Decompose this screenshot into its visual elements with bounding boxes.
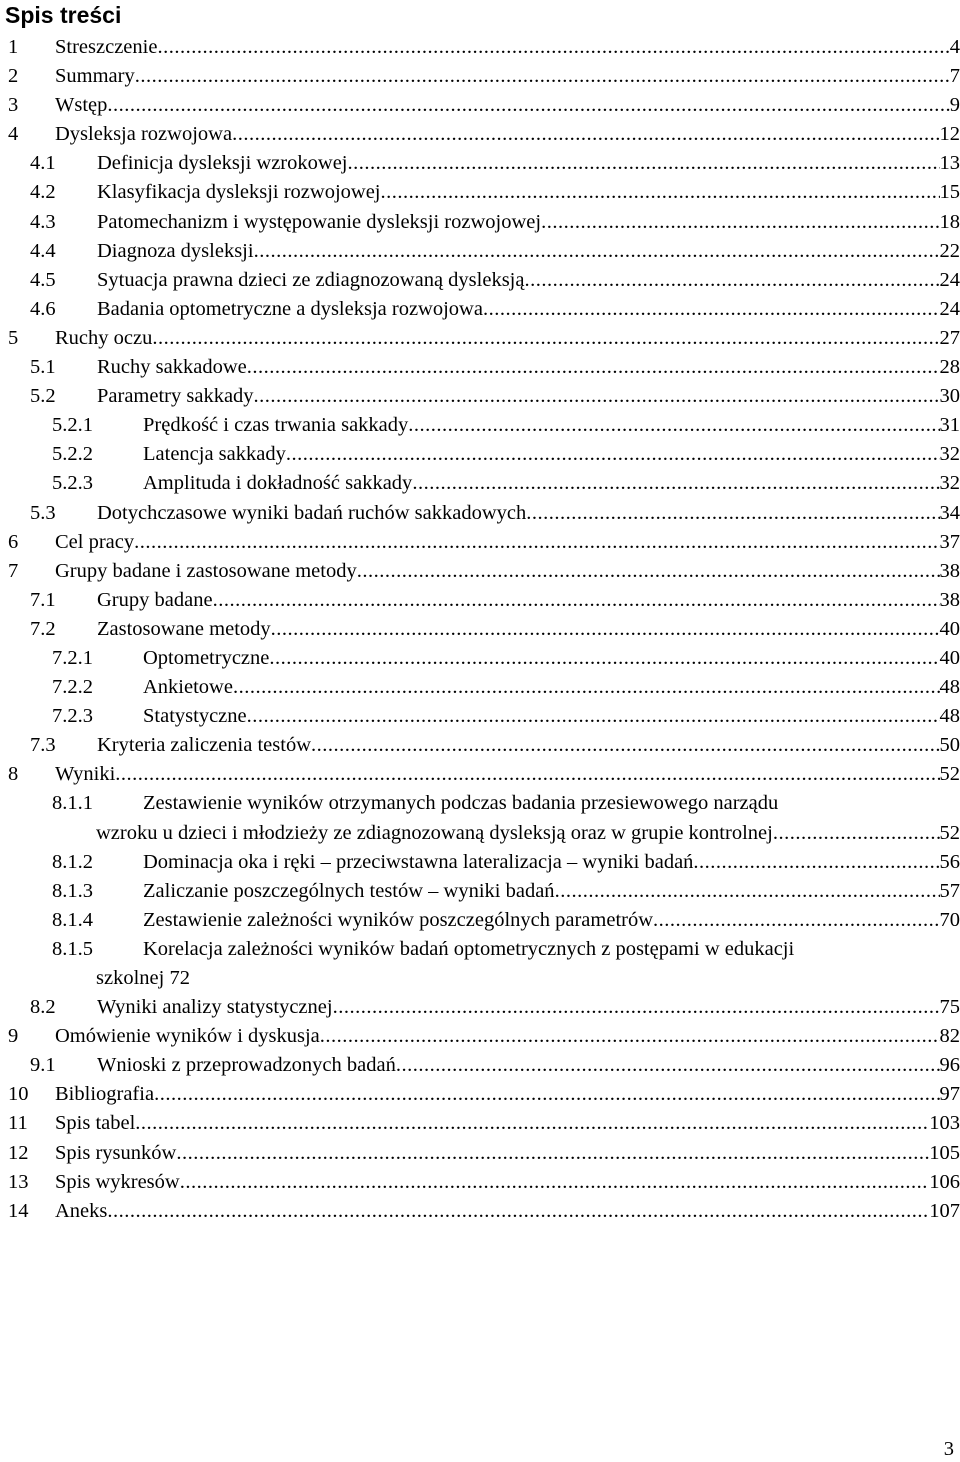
toc-entry-line [143,644,960,673]
toc-entry-page: 103 [929,1112,960,1135]
toc-entry-line [55,1109,960,1138]
toc-entry-number: 2 [8,65,19,88]
toc-entry-title: Ruchy oczu [55,326,153,349]
dot-leader [381,178,940,207]
toc-entry-line [96,789,960,844]
toc-entry-page: 9 [949,94,960,117]
dot-leader [408,411,939,440]
dot-leader [247,353,940,382]
toc-entry-page: 106 [929,1170,960,1193]
toc-entry-page: 24 [939,268,960,291]
toc-entry[interactable] [0,1197,960,1226]
dot-leader [347,149,939,178]
toc-entry-line [55,324,960,353]
toc-entry-page: 70 [939,908,960,931]
toc-entry[interactable] [0,149,960,178]
dot-leader [134,528,939,557]
toc-entry-number: 8.1.2 [52,850,93,873]
toc-entry-number: 5.1 [30,356,56,379]
toc-entry-page: 34 [939,501,960,524]
toc-entry-number: 5.2.3 [52,472,93,495]
toc-entry-line [143,411,960,440]
dot-leader [176,1139,929,1168]
toc-entry-page: 7 [949,65,960,88]
toc-entry-line [143,440,960,469]
toc-entry-page: 27 [939,326,960,349]
toc-entry[interactable] [0,1080,960,1109]
toc-entry[interactable] [0,33,960,62]
toc-entry-title: Dominacja oka i ręki – przeciwstawna lateralizacja – wyniki badań [143,850,694,873]
dot-leader [524,266,939,295]
toc-entry[interactable] [0,644,960,673]
toc-entry-number: 4.2 [30,181,56,204]
toc-entry-number: 5.3 [30,501,56,524]
toc-entry-title: Optometryczne [143,646,270,669]
toc-entry-title: Cel pracy [55,530,135,553]
toc-entry-page: 107 [929,1199,960,1222]
toc-entry-page: 48 [939,676,960,699]
toc-entry-title: Dotychczasowe wyniki badań ruchów sakkadowych [97,501,527,524]
toc-entry-page: 12 [939,123,960,146]
toc-entry[interactable] [0,120,960,149]
toc-entry[interactable] [0,91,960,120]
dot-leader [213,586,940,615]
toc-entry-line [55,528,960,557]
toc-entry-title: Kryteria zaliczenia testów [97,734,311,757]
toc-entry-number: 7.2.2 [52,676,93,699]
toc-entry-number: 5.2 [30,385,56,408]
toc-entry[interactable] [0,731,960,760]
toc-entry-page: 28 [939,356,960,379]
dot-leader [247,702,940,731]
toc-entry[interactable] [0,1022,960,1051]
toc-entry-title: Grupy badane [97,588,213,611]
toc-entry-number: 8.1.4 [52,908,93,931]
toc-entry-line [143,877,960,906]
toc-entry[interactable] [0,440,960,469]
toc-entry[interactable] [0,1109,960,1138]
toc-entry-line [97,1051,960,1080]
dot-leader [254,382,940,411]
dot-leader [107,91,949,120]
toc-entry-page: 13 [939,152,960,175]
toc-entry-title: Summary [55,65,135,88]
page-number: 3 [943,1438,954,1460]
dot-leader [233,673,940,702]
toc-entry-page: 56 [939,850,960,873]
toc-entry-number: 6 [8,530,19,553]
toc-entry-page: 37 [939,530,960,553]
toc-entry[interactable] [0,499,960,528]
toc-entry-number: 5.2.2 [52,443,93,466]
toc-entry[interactable] [0,673,960,702]
toc-entry-page: 30 [939,385,960,408]
toc-entry[interactable] [0,382,960,411]
toc-entry[interactable] [0,295,960,324]
toc-entry-title: Definicja dysleksji wzrokowej [97,152,348,175]
toc-entry-page: 15 [939,181,960,204]
dot-leader [412,469,939,498]
toc-entry-page: 38 [939,559,960,582]
toc-entry-title: Sytuacja prawna dzieci ze zdiagnozowaną dysleksją [97,268,525,291]
toc-entry-line [97,731,960,760]
toc-entry[interactable] [0,789,960,847]
dot-leader [254,237,940,266]
toc-entry-page: 22 [939,239,960,262]
toc-entry-page: 96 [939,1054,960,1077]
toc-entry-title: Patomechanizm i występowanie dysleksji rozwojowej [97,210,542,233]
toc-entry-number: 11 [8,1112,28,1135]
toc-entry-number: 4.1 [30,152,56,175]
dot-leader [135,62,950,91]
toc-entry-number: 4.4 [30,239,56,262]
toc-entry-page: 24 [939,297,960,320]
toc-entry-page: 32 [939,443,960,466]
toc-entry[interactable] [0,324,960,353]
toc-entry-number: 8.1.5 [52,937,93,960]
toc-entry-title: Zestawienie wyników otrzymanych podczas badania przesiewowego narządu [143,792,779,815]
toc-entry-line [97,382,960,411]
toc-entry-number: 4 [8,123,19,146]
toc-entry-page: 38 [939,588,960,611]
toc-entry-continuation [96,964,190,993]
toc-entry-page: 82 [939,1025,960,1048]
dot-leader [271,615,940,644]
toc-entry-line [143,848,960,877]
toc-entry[interactable] [0,62,960,91]
toc-entry-number: 7.2.1 [52,646,93,669]
dot-leader [135,1109,929,1138]
toc-entry-page: 18 [939,210,960,233]
toc-entry[interactable] [0,353,960,382]
toc-entry[interactable] [0,877,960,906]
toc-entry[interactable] [0,702,960,731]
table-of-contents [0,33,960,1226]
toc-entry-number: 8.1.1 [52,792,93,815]
toc-entry[interactable] [0,1168,960,1197]
toc-entry-line [55,1022,960,1051]
dot-leader [286,440,940,469]
toc-entry-title: Amplituda i dokładność sakkady [143,472,413,495]
toc-entry-number: 4.5 [30,268,56,291]
toc-entry-continuation [96,819,960,848]
toc-entry-page: 75 [939,996,960,1019]
toc-entry-number: 8.1.3 [52,879,93,902]
toc-entry-title: Zastosowane metody [97,617,271,640]
toc-entry-line [55,760,960,789]
dot-leader [157,33,949,62]
toc-entry-number: 5 [8,326,19,349]
toc-entry-number: 7.2 [30,617,56,640]
toc-entry[interactable] [0,1051,960,1080]
toc-entry-title: Parametry sakkady [97,385,254,408]
dot-leader [152,324,939,353]
toc-entry-number: 10 [8,1083,29,1106]
toc-entry-line [55,91,960,120]
toc-entry[interactable] [0,615,960,644]
toc-entry-number: 1 [8,36,19,58]
toc-entry-line [143,469,960,498]
toc-entry-line [55,120,960,149]
toc-entry-number: 7.1 [30,588,56,611]
toc-entry-number: 8 [8,763,19,786]
toc-entry-title: Badania optometryczne a dysleksja rozwojowa [97,297,483,320]
toc-entry-number: 7.3 [30,734,56,757]
dot-leader [526,499,939,528]
toc-entry-line [97,208,960,237]
toc-entry-title: Spis wykresów [55,1170,180,1193]
dot-leader [555,877,940,906]
toc-entry-title: Ankietowe [143,676,233,699]
toc-entry-title: Diagnoza dysleksji [97,239,254,262]
toc-entry-number: 4.3 [30,210,56,233]
toc-entry[interactable] [0,411,960,440]
toc-entry-page: 52 [939,821,960,844]
toc-entry[interactable] [0,760,960,789]
toc-title: Spis treści [5,2,122,28]
toc-entry-title: Wyniki analizy statystycznej [97,996,333,1019]
toc-entry-title: Prędkość i czas trwania sakkady [143,414,409,437]
toc-entry-title-continued: szkolnej 72 [96,967,190,989]
toc-entry-title: Wstęp [55,94,108,117]
toc-entry-line [97,353,960,382]
toc-entry[interactable] [0,935,960,993]
dot-leader [232,120,939,149]
toc-entry-title: Bibliografia [55,1083,155,1106]
dot-leader [396,1051,940,1080]
dot-leader [180,1168,930,1197]
toc-entry-title: Grupy badane i zastosowane metody [55,559,357,582]
toc-entry-title: Statystyczne [143,705,247,728]
toc-entry-page: 97 [939,1083,960,1106]
toc-entry-line [97,499,960,528]
toc-entry-line [55,1080,960,1109]
toc-entry[interactable] [0,848,960,877]
dot-leader [541,208,939,237]
toc-entry-line [97,615,960,644]
toc-entry[interactable] [0,993,960,1022]
toc-entry-line [55,1168,960,1197]
toc-entry-line [97,178,960,207]
toc-entry[interactable] [0,469,960,498]
toc-entry-title-continued: wzroku u dzieci i młodzieży ze zdiagnozowaną dysleksją oraz w grupie kontrolnej [96,821,773,844]
toc-entry-page: 40 [939,617,960,640]
toc-entry-line [97,237,960,266]
toc-entry[interactable] [0,237,960,266]
dot-leader [154,1080,939,1109]
toc-entry-title: Wyniki [55,763,116,786]
dot-leader [115,760,939,789]
toc-entry-line [97,266,960,295]
toc-entry-page: 52 [939,763,960,786]
toc-entry-line [97,295,960,324]
toc-entry[interactable] [0,266,960,295]
toc-entry-title: Dysleksja rozwojowa [55,123,233,146]
toc-entry[interactable] [0,586,960,615]
toc-entry[interactable] [0,557,960,586]
dot-leader [773,819,940,848]
toc-entry[interactable] [0,178,960,207]
dot-leader [653,906,939,935]
toc-entry[interactable] [0,528,960,557]
toc-entry-line [96,935,960,989]
toc-entry-number: 3 [8,94,19,117]
toc-entry-page: 40 [939,646,960,669]
toc-entry-line [55,62,960,91]
toc-entry-title: Klasyfikacja dysleksji rozwojowej [97,181,381,204]
toc-entry-page: 50 [939,734,960,757]
toc-entry-page: 4 [949,36,960,58]
toc-entry-line [55,33,960,62]
toc-entry-title: Wnioski z przeprowadzonych badań [97,1054,396,1077]
toc-entry-page: 32 [939,472,960,495]
toc-entry-title: Latencja sakkady [143,443,286,466]
toc-entry-number: 14 [8,1199,29,1222]
toc-entry-line [97,993,960,1022]
toc-entry-number: 9 [8,1025,19,1048]
toc-entry-title: Aneks [55,1199,108,1222]
dot-leader [107,1197,929,1226]
dot-leader [357,557,940,586]
dot-leader [693,848,939,877]
toc-entry-line [143,673,960,702]
toc-entry-line [97,149,960,178]
toc-entry-number: 9.1 [30,1054,56,1077]
dot-leader [269,644,939,673]
toc-entry[interactable] [0,208,960,237]
toc-entry-line [55,557,960,586]
toc-entry-title: Omówienie wyników i dyskusja [55,1025,320,1048]
toc-entry-title: Zestawienie zależności wyników poszczególnych parametrów [143,908,654,931]
toc-entry-line [97,586,960,615]
dot-leader [333,993,940,1022]
toc-entry-number: 7.2.3 [52,705,93,728]
toc-entry-title: Streszczenie [55,36,158,58]
toc-entry-number: 8.2 [30,996,56,1019]
toc-entry[interactable] [0,906,960,935]
toc-entry-title: Spis rysunków [55,1141,177,1164]
toc-entry-line [143,702,960,731]
toc-entry-number: 12 [8,1141,29,1164]
toc-entry-line [55,1139,960,1168]
toc-entry-line [143,906,960,935]
toc-entry-page: 105 [929,1141,960,1164]
toc-entry-number: 4.6 [30,297,56,320]
toc-entry-line [55,1197,960,1226]
toc-entry-title: Ruchy sakkadowe [97,356,247,379]
toc-entry-title: Spis tabel [55,1112,136,1135]
toc-entry-title: Korelacja zależności wyników badań optometrycznych z postępami w edukacji [143,937,795,960]
toc-entry-number: 13 [8,1170,29,1193]
toc-entry-page: 31 [939,414,960,437]
dot-leader [483,295,940,324]
toc-entry-page: 48 [939,705,960,728]
dot-leader [311,731,940,760]
toc-entry-number: 7 [8,559,19,582]
toc-entry[interactable] [0,1139,960,1168]
toc-entry-page: 57 [939,879,960,902]
toc-entry-number: 5.2.1 [52,414,93,437]
toc-entry-title: Zaliczanie poszczególnych testów – wyniki badań [143,879,555,902]
dot-leader [320,1022,940,1051]
